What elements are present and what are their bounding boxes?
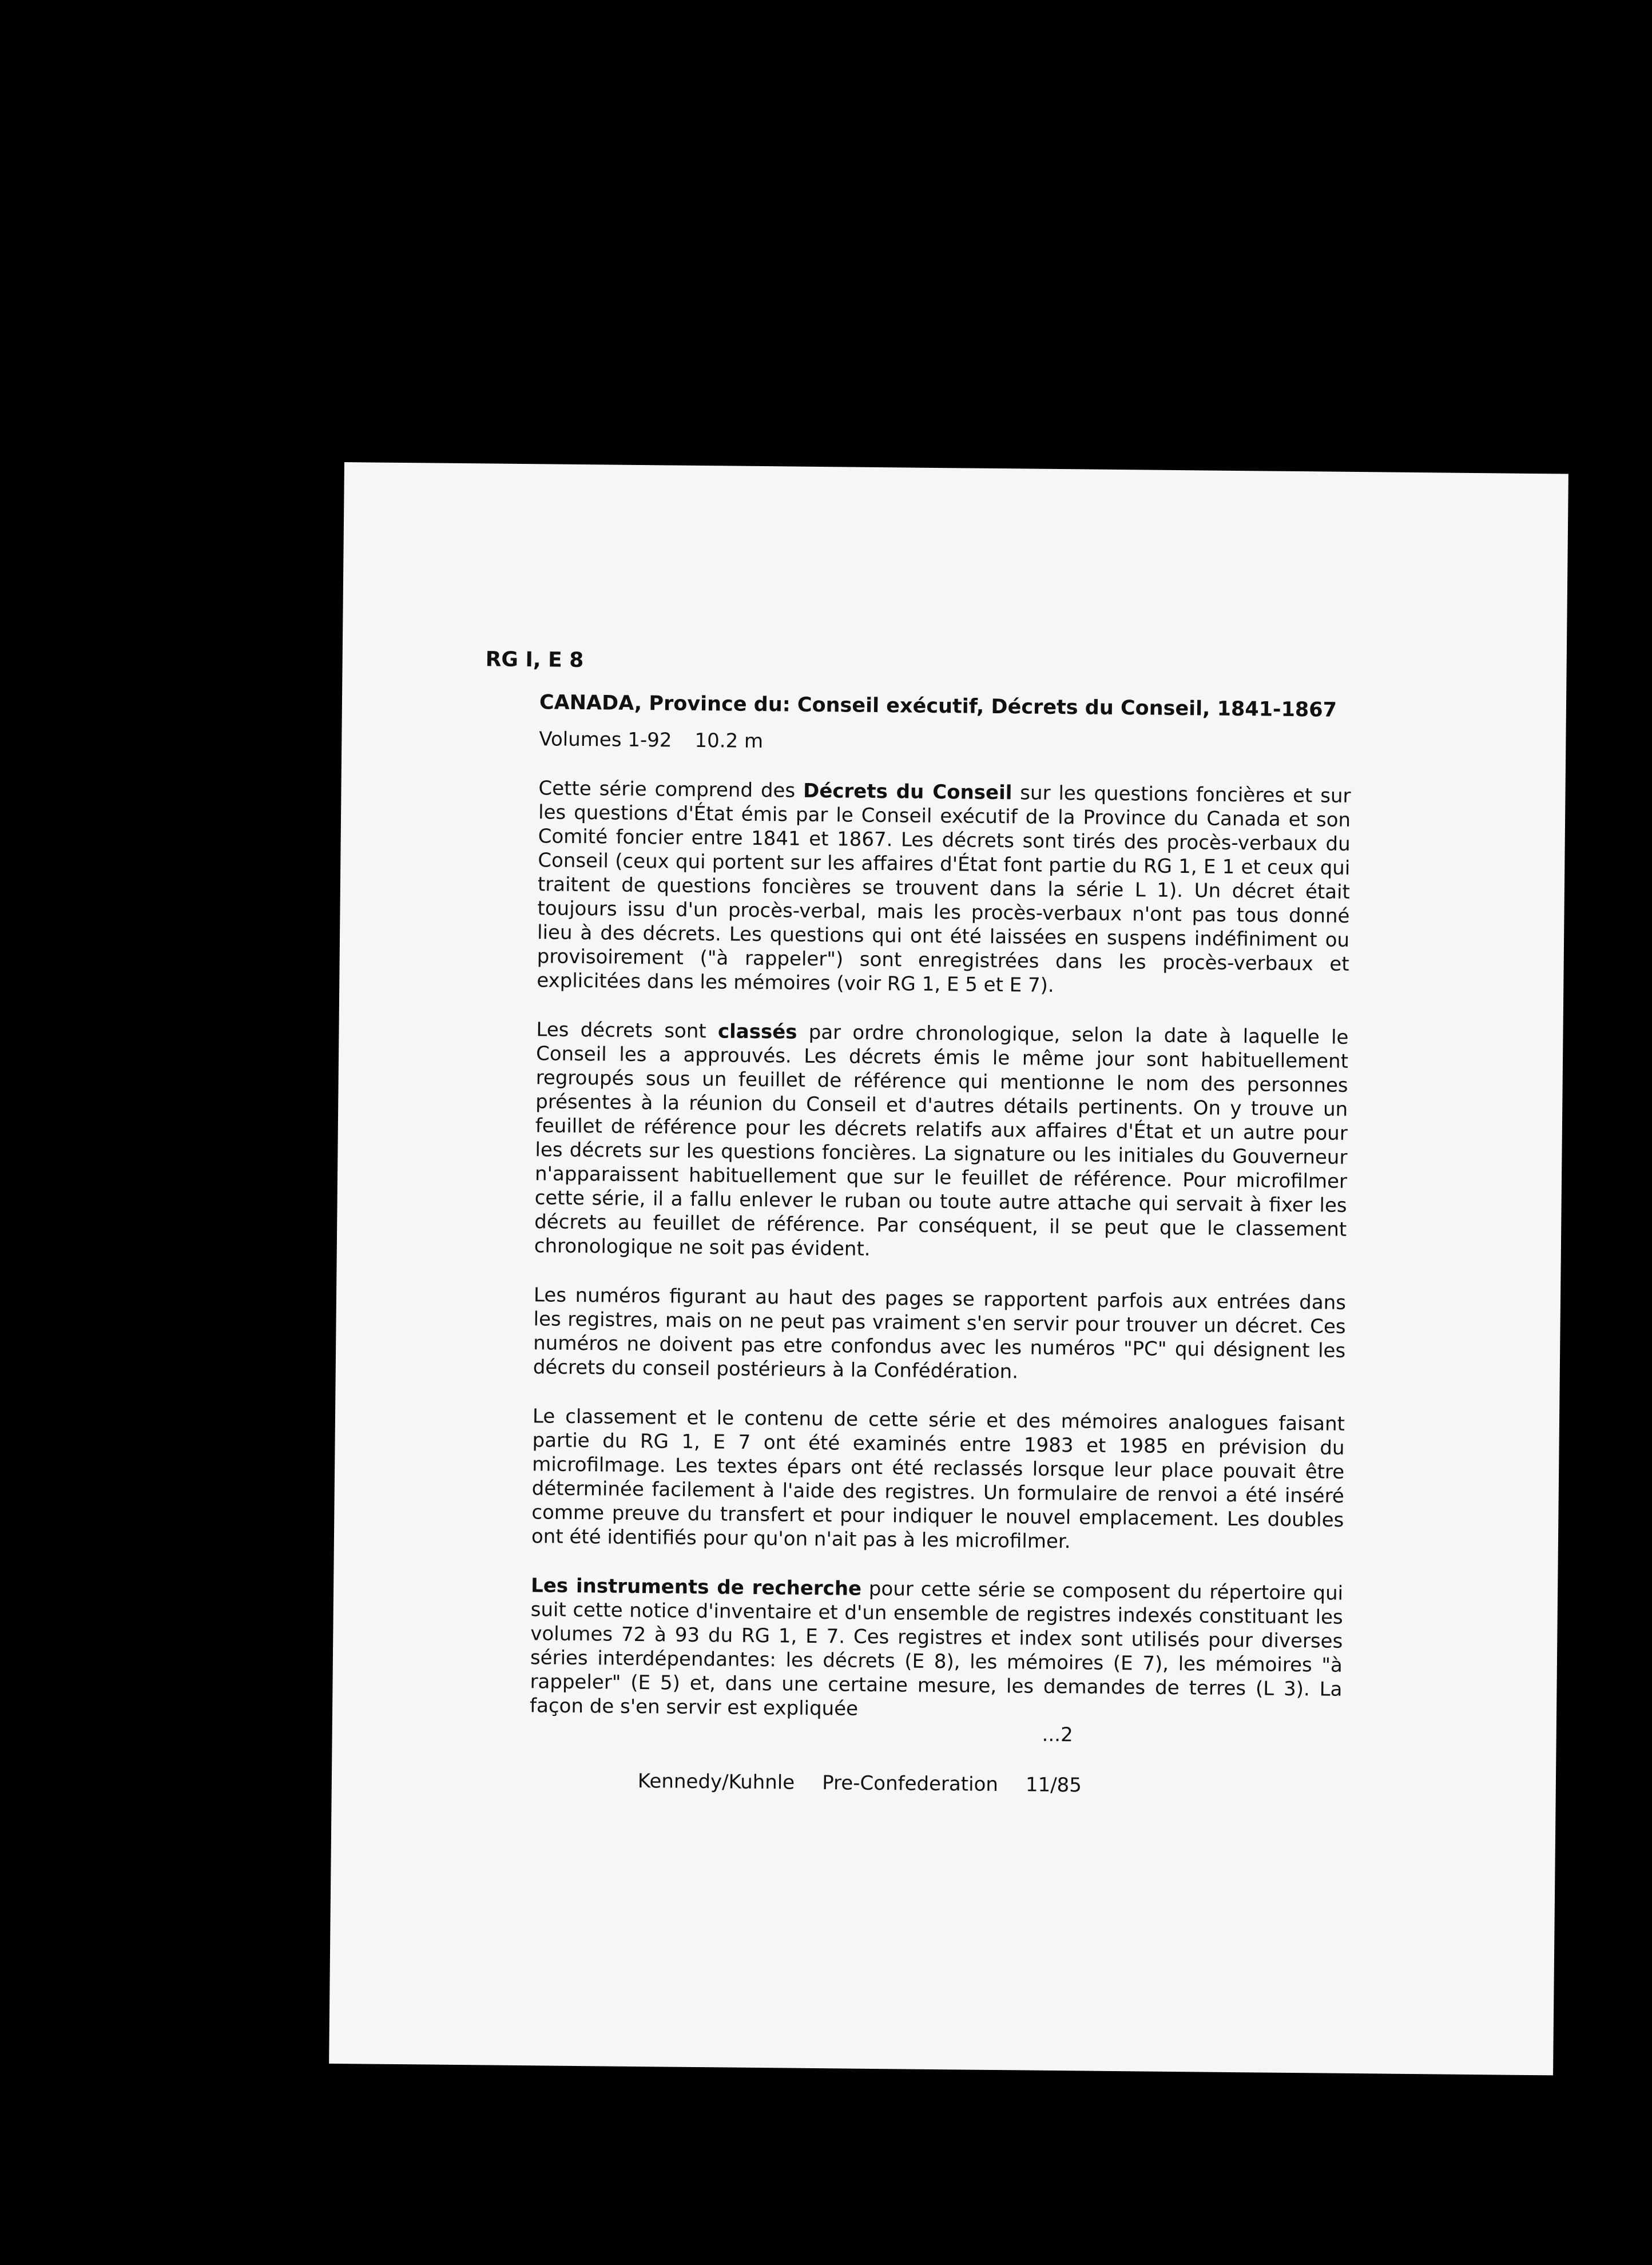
p1-emphasis: Décrets du Conseil: [803, 779, 1012, 805]
footer-date: 11/85: [1025, 1773, 1082, 1797]
paragraph-microfilming: Le classement et le contenu de cette série et des mémoires analogues faisant partie du RG 1, E 7 ont été examinés entre 1983 et 1985 en prévision du microfilmage. Les textes épars ont été reclassés lorsque leur place pouvait être déterminée facilement à l'aide des registres. Un formulaire de renvoi a été inséré comme preuve du transfert et pour indiquer le nouvel emplacement. Les doubles ont été identifiés pour qu'on n'ait pas à les microfilmer.: [531, 1405, 1345, 1553]
p2-text-c: par ordre chronologique, selon la date à laquelle le Conseil les a approuvés. Les décrets émis le même jour sont habituellement regroupés sous un feuillet de référence qui mentionne le nom des personnes présentes à la réunion du Conseil et d'autres détails pertinents. On y trouve un feuillet de référence pour les décrets relatifs aux affaires d'État et un autre pour les décrets sur les questions foncières. La signature ou les initiales du Gouverneur n'apparaissent habituellement que sur le feuillet de référence. Pour microfilmer cette série, il a fallu enlever le ruban ou toute autre attache qui servait à fixer les décrets au feuillet de référence. Par conséquent, il se peut que le classement chronologique ne soit pas évident.: [534, 1020, 1349, 1261]
p5-text-b: pour cette série se composent du répertoire qui suit cette notice d'inventaire et d'un ensemble de registres indexés constituant les volumes 72 à 93 du RG 1, E 7. Ces registres et index sont utilisés pour diverses séries interdépendantes: les décrets (E 8), les mémoires (E 7), les mémoires "à rappeler" (E 5) et, dans une certaine mesure, les demandes de terres (L 3). La façon de s'en servir est expliquée: [529, 1577, 1344, 1720]
document-page: [329, 462, 1568, 2075]
p1-text-c: sur les questions foncières et sur les questions d'État émis par le Conseil exécutif de la Province du Canada et son Comité foncier entre 1841 et 1867. Les décrets sont tirés des procès-verbaux du Conseil (ceux qui portent sur les affaires d'État font partie du RG 1, E 1 et ceux qui traitent de questions foncières se trouvent dans la série L 1). Un décret était toujours issu d'un procès-verbal, mais les procès-verbaux n'ont pas tous donné lieu à des décrets. Les questions qui ont été laissées en suspens indéfiniment ou provisoirement ("à rappeler") sont enregistrées dans les procès-verbaux et explicitées dans les mémoires (voir RG 1, E 5 et E 7).: [537, 781, 1351, 997]
paragraph-finding-aids: [530, 1573, 1343, 1726]
volumes-extent: 10.2 m: [694, 729, 764, 753]
p2-text-a: Les décrets sont: [536, 1018, 718, 1043]
p1-text-a: Cette série comprend des: [538, 777, 804, 802]
page-footer: [529, 1768, 1341, 1800]
continuation-marker: ...2: [1042, 1723, 1073, 1747]
paragraph-description: [537, 776, 1351, 1000]
volumes-line: [539, 727, 1351, 759]
volumes-range: Volumes 1-92: [539, 728, 672, 752]
paragraph-arrangement: [534, 1018, 1349, 1266]
paragraph-numbers: Les numéros figurant au haut des pages se rapportent parfois aux entrées dans les registres, mais on ne peut pas vraiment s'en servir pour trouver un décret. Ces numéros ne doivent pas etre confondus avec les numéros "PC" qui désignent les décrets du conseil postérieurs à la Confédération.: [533, 1284, 1347, 1384]
document-title: CANADA, Province du: Conseil exécutif, Décrets du Conseil, 1841-1867: [539, 691, 1337, 722]
p5-emphasis: Les instruments de recherche: [530, 1574, 862, 1600]
p2-emphasis: classés: [717, 1020, 797, 1044]
page-content: [485, 647, 1352, 1800]
footer-section: Pre-Confederation: [821, 1771, 999, 1797]
record-group-reference: RG I, E 8: [485, 647, 584, 673]
footer-authors: Kennedy/Kuhnle: [637, 1770, 795, 1794]
